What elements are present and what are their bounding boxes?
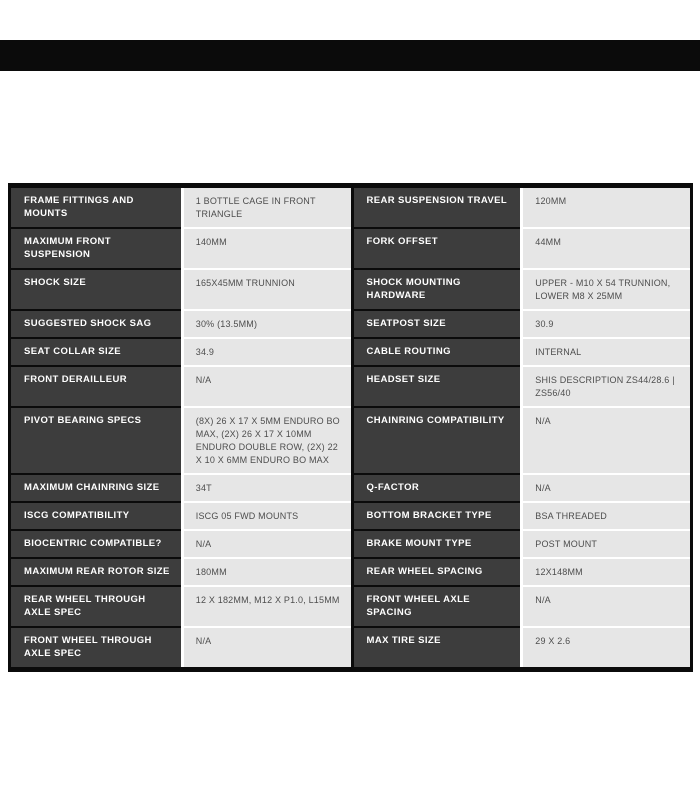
spec-value-left: 12 X 182MM, M12 X P1.0, L15MM [181, 587, 351, 628]
spec-label-left: SHOCK SIZE [11, 270, 181, 311]
spec-value-left: 30% (13.5MM) [181, 311, 351, 339]
site-header-bar [0, 40, 700, 71]
spec-value-right: 29 X 2.6 [520, 628, 690, 667]
spec-value-right: 30.9 [520, 311, 690, 339]
spec-label-left: REAR WHEEL THROUGH AXLE SPEC [11, 587, 181, 628]
spec-label-right: BOTTOM BRACKET TYPE [351, 503, 521, 531]
spec-value-right: POST MOUNT [520, 531, 690, 559]
spec-label-right: HEADSET SIZE [351, 367, 521, 408]
spec-value-left: 34.9 [181, 339, 351, 367]
spec-value-left: ISCG 05 FWD MOUNTS [181, 503, 351, 531]
spec-value-left: N/A [181, 367, 351, 408]
spec-value-left: 180MM [181, 559, 351, 587]
spec-value-right: SHIS DESCRIPTION ZS44/28.6 | ZS56/40 [520, 367, 690, 408]
spec-value-left: 140MM [181, 229, 351, 270]
spec-label-left: FRAME FITTINGS AND MOUNTS [11, 188, 181, 229]
spec-label-right: REAR SUSPENSION TRAVEL [351, 188, 521, 229]
spec-table [8, 183, 693, 672]
spec-value-left: N/A [181, 531, 351, 559]
spec-label-left: MAXIMUM CHAINRING SIZE [11, 475, 181, 503]
page [0, 40, 700, 672]
spec-label-left: BIOCENTRIC COMPATIBLE? [11, 531, 181, 559]
spec-value-left: 34T [181, 475, 351, 503]
spec-grid [11, 188, 690, 667]
spec-value-right: UPPER - M10 X 54 TRUNNION, LOWER M8 X 25MM [520, 270, 690, 311]
spec-value-right: N/A [520, 475, 690, 503]
spec-label-right: SEATPOST SIZE [351, 311, 521, 339]
spec-value-right: 44MM [520, 229, 690, 270]
spec-label-left: MAXIMUM REAR ROTOR SIZE [11, 559, 181, 587]
spec-value-left: 165X45MM TRUNNION [181, 270, 351, 311]
spec-label-right: CABLE ROUTING [351, 339, 521, 367]
spec-label-right: REAR WHEEL SPACING [351, 559, 521, 587]
spec-label-left: MAXIMUM FRONT SUSPENSION [11, 229, 181, 270]
spec-value-right: N/A [520, 587, 690, 628]
spec-label-left: FRONT WHEEL THROUGH AXLE SPEC [11, 628, 181, 667]
spec-value-left: 1 BOTTLE CAGE IN FRONT TRIANGLE [181, 188, 351, 229]
spec-label-left: FRONT DERAILLEUR [11, 367, 181, 408]
spec-label-right: CHAINRING COMPATIBILITY [351, 408, 521, 475]
spec-value-right: 12X148MM [520, 559, 690, 587]
spec-value-right: 120MM [520, 188, 690, 229]
spec-label-right: MAX TIRE SIZE [351, 628, 521, 667]
spec-label-right: SHOCK MOUNTING HARDWARE [351, 270, 521, 311]
spec-label-left: SEAT COLLAR SIZE [11, 339, 181, 367]
spec-label-left: SUGGESTED SHOCK SAG [11, 311, 181, 339]
spec-label-left: PIVOT BEARING SPECS [11, 408, 181, 475]
spec-value-left: (8X) 26 X 17 X 5MM ENDURO BO MAX, (2X) 26 X 17 X 10MM ENDURO DOUBLE ROW, (2X) 22 X 10 X 6MM ENDURO BO MAX [181, 408, 351, 475]
spec-label-right: FORK OFFSET [351, 229, 521, 270]
spec-value-right: INTERNAL [520, 339, 690, 367]
spec-value-right: N/A [520, 408, 690, 475]
spec-value-right: BSA THREADED [520, 503, 690, 531]
spec-value-left: N/A [181, 628, 351, 667]
spec-label-left: ISCG COMPATIBILITY [11, 503, 181, 531]
spec-label-right: FRONT WHEEL AXLE SPACING [351, 587, 521, 628]
spec-label-right: BRAKE MOUNT TYPE [351, 531, 521, 559]
spec-label-right: Q-FACTOR [351, 475, 521, 503]
